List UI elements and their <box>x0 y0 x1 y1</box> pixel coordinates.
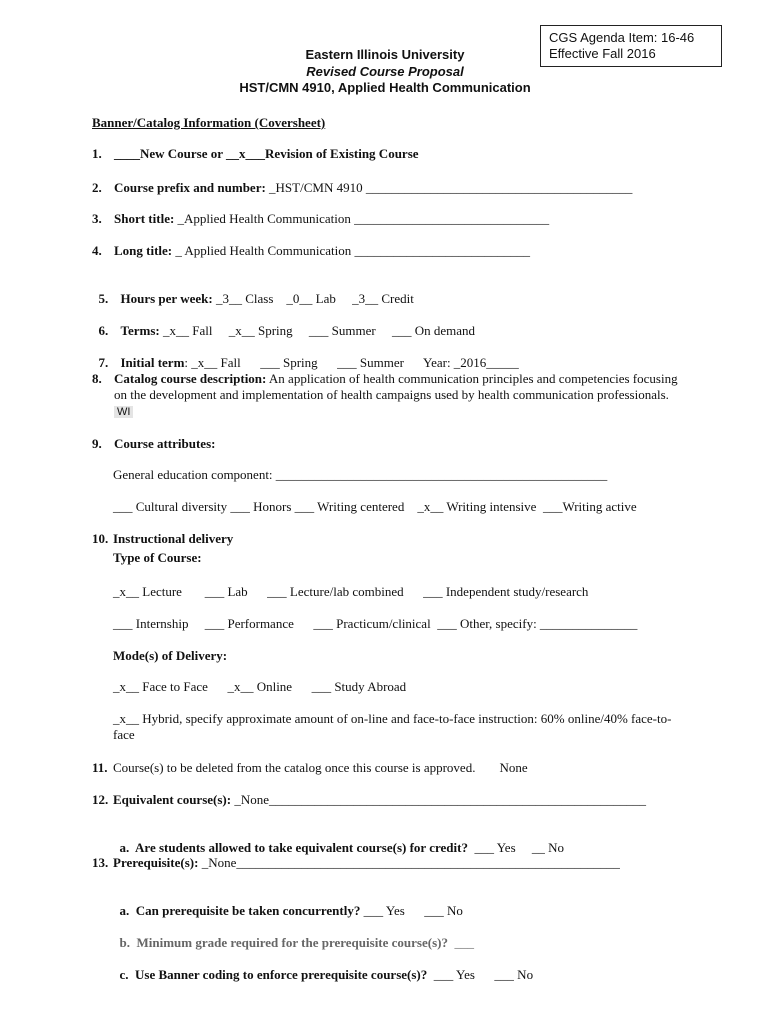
item-value: _None___________________________________________________________ <box>198 855 620 870</box>
type-of-course-label: Type of Course: <box>113 550 202 565</box>
item-label: b. Minimum grade required for the prerequisite course(s)? <box>119 935 448 950</box>
item-1 <box>92 146 419 162</box>
item-label: Short title: <box>114 211 175 226</box>
item-number: 13. <box>92 855 109 870</box>
item-value: ___ Yes ___ No <box>427 967 534 982</box>
item-5 <box>92 275 414 307</box>
item-value: _None__________________________________________________________ <box>231 792 647 807</box>
item-text: ____New Course or __x___Revision of Existing Course <box>114 146 419 161</box>
attribute-options: ___ Cultural diversity ___ Honors ___ Writing centered _x__ Writing intensive ___Writing active <box>113 499 637 514</box>
item-value: _HST/CMN 4910 _________________________________________ <box>265 180 633 195</box>
item-13b <box>113 919 474 951</box>
item-label: Equivalent course(s): <box>113 792 232 807</box>
item-number: 12. <box>92 792 109 807</box>
item-label: a. Are students allowed to take equivalent course(s) for credit? <box>119 840 468 855</box>
item-number: 2. <box>92 180 102 195</box>
wi-tag: WI <box>114 406 133 418</box>
item-12a <box>113 824 564 856</box>
gen-ed-component: General education component: ___________________________________________________ <box>113 467 608 482</box>
effective-term: Effective Fall 2016 <box>549 46 656 61</box>
item-12 <box>92 792 646 808</box>
item-10 <box>92 531 233 547</box>
item-13 <box>92 855 620 871</box>
item-value: _3__ Class _0__ Lab _3__ Credit <box>212 291 414 306</box>
item-label: Course attributes: <box>114 436 216 451</box>
item-13a <box>113 887 463 919</box>
item-7 <box>92 339 519 371</box>
item-value: An application of health communication principles and competencies focusing on the development and implementation of health campaigns used by health communication professionals. <box>114 371 678 402</box>
item-label: Catalog course description: <box>114 371 267 386</box>
item-3 <box>92 211 549 227</box>
item-number: 3. <box>92 211 102 226</box>
item-11 <box>92 760 528 776</box>
type-options-row1: _x__ Lecture ___ Lab ___ Lecture/lab combined ___ Independent study/research <box>113 584 589 599</box>
item-number: 1. <box>92 146 102 161</box>
university-name: Eastern Illinois University <box>305 47 465 62</box>
course-title: HST/CMN 4910, Applied Health Communication <box>239 80 531 95</box>
mode-of-delivery-label: Mode(s) of Delivery: <box>113 648 228 663</box>
item-8 <box>92 371 679 420</box>
item-value: _ Applied Health Communication ___________________________ <box>172 243 530 258</box>
item-2 <box>92 180 632 196</box>
item-number: 10. <box>92 531 109 546</box>
item-9 <box>92 436 215 452</box>
item-number: 6. <box>98 323 109 338</box>
item-value: ___ <box>447 935 474 950</box>
item-value: ___ Yes __ No <box>467 840 565 855</box>
item-label: Prerequisite(s): <box>113 855 199 870</box>
item-4 <box>92 243 530 259</box>
item-number: 11. <box>92 760 108 775</box>
item-number: 7. <box>98 355 109 370</box>
proposal-title: Revised Course Proposal <box>306 64 464 79</box>
item-value: : _x__ Fall ___ Spring ___ Summer Year: _2016_____ <box>184 355 519 370</box>
item-number: 9. <box>92 436 102 451</box>
type-options-row2: ___ Internship ___ Performance ___ Practicum/clinical ___ Other, specify: _______________ <box>113 616 638 631</box>
item-label: Hours per week: <box>120 291 213 306</box>
item-value: ___ Yes ___ No <box>360 903 463 918</box>
item-label: Course prefix and number: <box>114 180 266 195</box>
delivery-options: _x__ Face to Face _x__ Online ___ Study Abroad <box>113 679 407 694</box>
item-number: 5. <box>98 291 109 306</box>
item-value: _x__ Fall _x__ Spring ___ Summer ___ On demand <box>159 323 475 338</box>
item-label: a. Can prerequisite be taken concurrently? <box>119 903 361 918</box>
item-13c <box>113 951 533 983</box>
catalog-description <box>114 371 679 420</box>
item-label: Long title: <box>114 243 173 258</box>
agenda-item: CGS Agenda Item: 16-46 <box>549 30 695 45</box>
item-6 <box>92 307 475 339</box>
item-label: Instructional delivery <box>113 531 234 546</box>
coversheet-heading: Banner/Catalog Information (Coversheet) <box>92 115 326 130</box>
item-label: Terms: <box>120 323 160 338</box>
item-label: c. Use Banner coding to enforce prerequisite course(s)? <box>119 967 428 982</box>
item-number: 4. <box>92 243 102 258</box>
item-value: _Applied Health Communication ______________________________ <box>174 211 550 226</box>
item-text: Course(s) to be deleted from the catalog once this course is approved. <box>113 760 476 775</box>
item-label: Initial term <box>120 355 185 370</box>
hybrid-option: _x__ Hybrid, specify approximate amount of on-line and face-to-face instruction: 60% online/40% face-to-face <box>113 711 672 742</box>
item-number: 8. <box>92 371 102 386</box>
item-value: None <box>499 760 528 775</box>
